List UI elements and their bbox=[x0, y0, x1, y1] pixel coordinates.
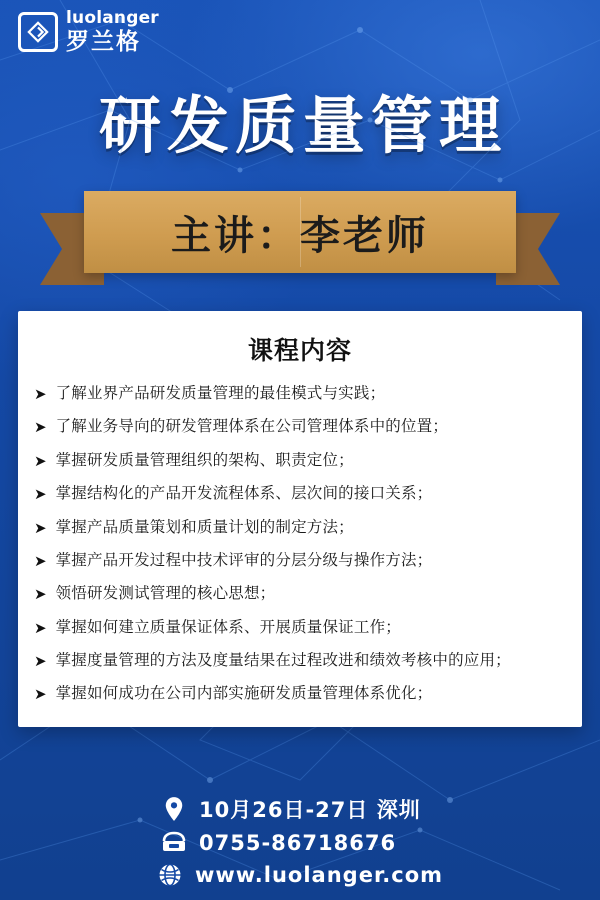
arrow-right-triangle-icon: ➤ bbox=[34, 585, 47, 604]
list-item-text: 领悟研发测试管理的核心思想； bbox=[55, 584, 276, 603]
website-text: www.luolanger.com bbox=[194, 863, 444, 887]
arrow-right-triangle-icon: ➤ bbox=[34, 485, 47, 504]
brand-logo bbox=[18, 10, 159, 54]
footer-website-row bbox=[0, 862, 600, 888]
speaker-ribbon bbox=[40, 191, 560, 289]
poster-footer bbox=[0, 780, 600, 900]
course-content-list bbox=[18, 377, 582, 711]
arrow-right-triangle-icon: ➤ bbox=[34, 551, 47, 570]
list-item bbox=[34, 410, 566, 443]
arrow-right-triangle-icon: ➤ bbox=[34, 685, 47, 704]
date-location-text: 10月26日-27日 深圳 bbox=[199, 798, 421, 822]
footer-date-location-row bbox=[0, 794, 600, 824]
list-item-text: 掌握产品质量策划和质量计划的制定方法； bbox=[55, 517, 354, 536]
brand-name bbox=[66, 10, 159, 54]
course-content-heading: 课程内容 bbox=[247, 336, 352, 365]
telephone-icon bbox=[161, 830, 187, 856]
ribbon-body bbox=[84, 191, 516, 273]
poster-title: 研发质量管理 bbox=[98, 89, 507, 162]
arrow-right-triangle-icon: ➤ bbox=[34, 618, 47, 637]
brand-name-en: luolanger bbox=[66, 8, 159, 28]
list-item-text: 掌握度量管理的方法及度量结果在过程改进和绩效考核中的应用； bbox=[55, 651, 511, 669]
list-item-text: 掌握如何建立质量保证体系、开展质量保证工作； bbox=[55, 617, 401, 636]
list-item bbox=[34, 444, 566, 477]
poster-header bbox=[0, 0, 600, 72]
arrow-right-triangle-icon: ➤ bbox=[34, 518, 47, 537]
luolanger-diamond-logo-icon bbox=[18, 12, 58, 52]
arrow-right-triangle-icon: ➤ bbox=[34, 385, 47, 403]
speaker-label: 主讲：李老师 bbox=[171, 212, 429, 259]
list-item-text: 掌握产品开发过程中技术评审的分层分级与操作方法； bbox=[55, 550, 433, 569]
phone-text: 0755-86718676 bbox=[199, 831, 397, 855]
list-item bbox=[34, 477, 566, 510]
list-item bbox=[34, 511, 566, 544]
list-item bbox=[34, 377, 566, 410]
footer-phone-row bbox=[0, 830, 600, 856]
list-item-text: 掌握研发质量管理组织的架构、职责定位； bbox=[55, 450, 354, 469]
list-item-text: 掌握如何成功在公司内部实施研发质量管理体系优化； bbox=[55, 684, 433, 703]
list-item bbox=[34, 544, 566, 577]
globe-icon bbox=[157, 862, 183, 888]
list-item bbox=[34, 677, 566, 710]
list-item-text: 掌握结构化的产品开发流程体系、层次间的接口关系； bbox=[55, 484, 433, 503]
map-pin-icon bbox=[161, 796, 187, 822]
list-item bbox=[34, 611, 566, 644]
brand-name-cn: 罗兰格 bbox=[66, 29, 141, 55]
list-item-text: 了解业务导向的研发管理体系在公司管理体系中的位置； bbox=[55, 417, 449, 436]
list-item-text: 了解业界产品研发质量管理的最佳模式与实践； bbox=[55, 384, 386, 402]
arrow-right-triangle-icon: ➤ bbox=[34, 418, 47, 437]
list-item bbox=[34, 644, 566, 677]
title-section bbox=[0, 76, 600, 165]
arrow-right-triangle-icon: ➤ bbox=[34, 652, 47, 670]
list-item bbox=[34, 577, 566, 610]
arrow-right-triangle-icon: ➤ bbox=[34, 451, 47, 470]
course-content-card bbox=[18, 311, 582, 727]
